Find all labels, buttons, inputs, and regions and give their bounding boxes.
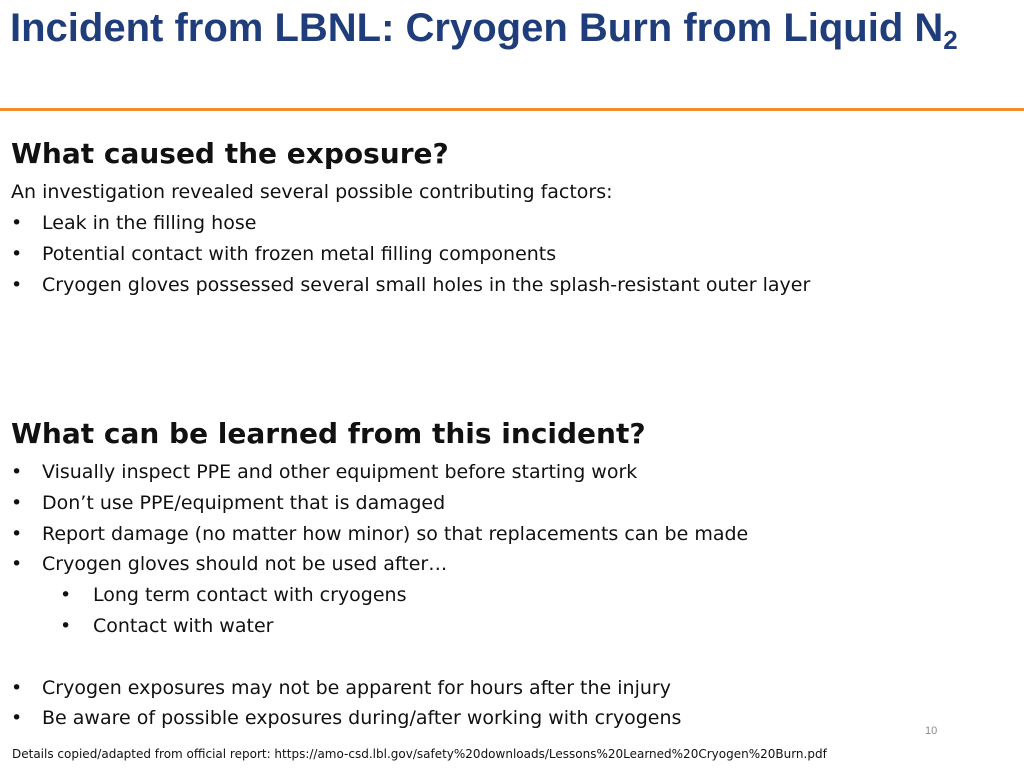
bullet-icon: • [11, 461, 23, 483]
list-item: • Cryogen exposures may not be apparent for hours after the injury [11, 673, 1001, 704]
bullet-icon: • [11, 522, 23, 545]
page-number: 10 [925, 725, 938, 737]
list-item: • Visually inspect PPE and other equipment before starting work [11, 457, 1001, 488]
list-item: • Report damage (no matter how minor) so that replacements can be made [11, 519, 1001, 550]
bullet-icon: • [60, 584, 72, 607]
bullet-icon: • [11, 676, 23, 699]
sub-list-item: • Long term contact with cryogens [11, 580, 1001, 611]
list-item: • Don’t use PPE/equipment that is damaged [11, 488, 1001, 519]
bullet-icon: • [11, 707, 23, 730]
section-heading-lessons: What can be learned from this incident? [11, 417, 646, 450]
source-footnote: Details copied/adapted from official report: https://amo-csd.lbl.gov/safety%20downloads/Lessons%20Learned%20Cryogen%20Burn.pdf [12, 747, 827, 761]
bullet-icon: • [11, 242, 23, 265]
bullet-icon: • [11, 273, 23, 296]
list-item: • Leak in the filling hose [11, 208, 1001, 239]
causes-list [11, 208, 1001, 300]
slide-title-text: Incident from LBNL: Cryogen Burn from Liquid N [10, 6, 944, 50]
list-item: • Cryogen gloves possessed several small holes in the splash-resistant outer layer [11, 270, 1001, 301]
bullet-icon: • [11, 212, 23, 234]
list-item: • Cryogen gloves should not be used after… [11, 549, 1001, 580]
list-item: • Be aware of possible exposures during/after working with cryogens [11, 703, 1001, 734]
slide-title-subscript: 2 [943, 25, 958, 55]
bullet-icon: • [11, 553, 23, 576]
causes-intro: An investigation revealed several possible contributing factors: [11, 181, 613, 203]
lessons-list [11, 457, 1001, 734]
list-item: • Potential contact with frozen metal filling components [11, 239, 1001, 270]
section-heading-causes: What caused the exposure? [11, 137, 449, 170]
bullet-icon: • [60, 614, 72, 637]
list-spacer [11, 642, 1001, 673]
bullet-icon: • [11, 491, 23, 514]
title-divider [0, 108, 1024, 111]
sub-list-item: • Contact with water [11, 611, 1001, 642]
slide-title [10, 4, 1010, 55]
